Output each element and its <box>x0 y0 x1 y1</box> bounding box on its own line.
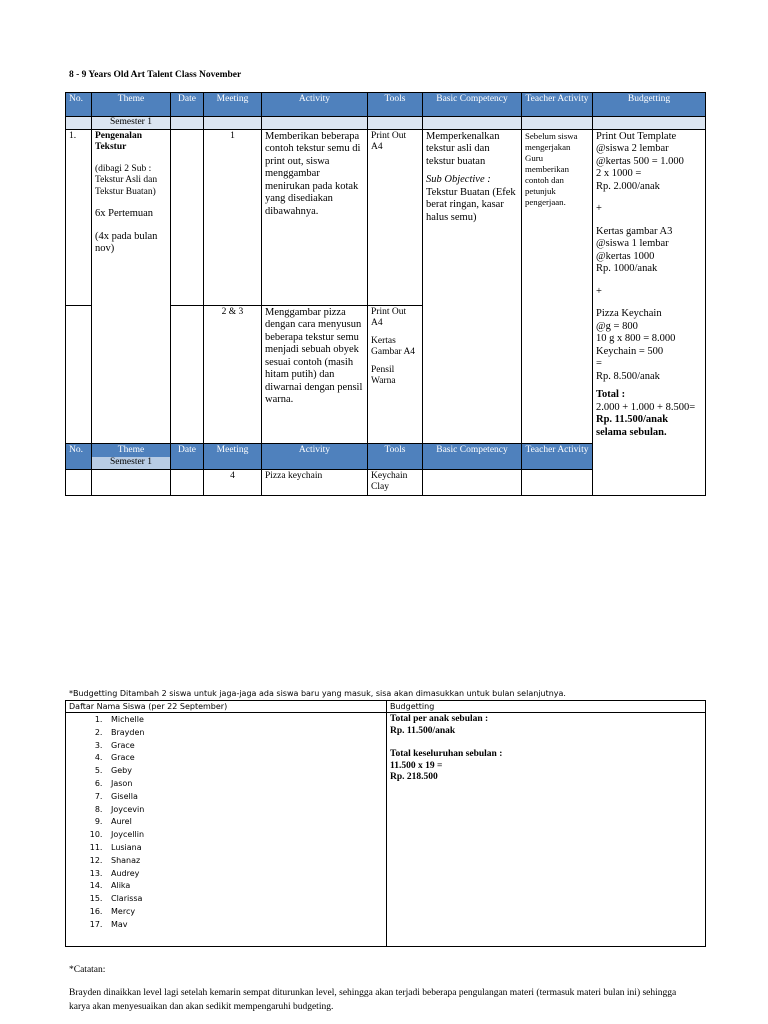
theme-note: (4x pada bulan nov) <box>95 230 158 254</box>
header-theme <box>92 443 171 469</box>
list-item: 9. Aurel <box>105 816 383 829</box>
theme-title: Pengenalan Tekstur <box>95 130 142 152</box>
budget-total-value: Rp. 11.500/anak <box>596 414 669 425</box>
budget-line: Rp. 1000/anak <box>596 263 658 274</box>
list-item: 3. Grace <box>105 740 383 753</box>
list-item: 1. Michelle <box>105 714 383 727</box>
header-no: No. <box>66 93 92 117</box>
list-item: 11. Lusiana <box>105 842 383 855</box>
budget-line: Rp. 2.000/anak <box>596 180 660 192</box>
budget-line: @siswa 1 lembar <box>596 238 669 249</box>
budget-cell <box>593 129 706 495</box>
budget-total-note: selama sebulan. <box>596 426 667 438</box>
budget-line: Keychain = 500 <box>596 345 664 357</box>
meeting-cell: 2 & 3 <box>204 305 262 443</box>
competency-text: Memperkenalkan tekstur asli dan tekstur buatan <box>426 130 500 167</box>
students-header: Daftar Nama Siswa (per 22 September) <box>66 701 387 713</box>
header-tools: Tools <box>368 443 423 469</box>
budget-summary-cell <box>387 713 706 947</box>
student-list <box>69 714 383 932</box>
budget-header: Budgetting <box>387 701 706 713</box>
budget-plus: + <box>596 285 602 297</box>
header-basic-competency: Basic Competency <box>423 93 522 117</box>
header-activity: Activity <box>262 443 368 469</box>
budget-line: 2 x 1000 = <box>596 168 642 179</box>
summary-line: 11.500 x 19 = <box>390 760 443 771</box>
meeting-cell: 1 <box>204 129 262 305</box>
budget-line: Kertas gambar A3 <box>596 225 673 237</box>
sub-objective-text: Tekstur Buatan (Efek berat ringan, kasar halus semu) <box>426 186 516 223</box>
header-theme-label: Theme <box>117 444 145 455</box>
list-item: 17. Mav <box>105 919 383 932</box>
header-meeting: Meeting <box>204 443 262 469</box>
list-item: 4. Grace <box>105 752 383 765</box>
tools-item: Print Out A4 <box>371 306 407 328</box>
list-item: 10. Joycellin <box>105 829 383 842</box>
semester-row <box>66 117 706 130</box>
header-theme: Theme <box>92 93 171 117</box>
competency-cell <box>423 129 522 443</box>
budget-line: Print Out Template <box>596 130 677 142</box>
header-teacher-activity: Teacher Activity <box>522 443 593 469</box>
list-item: 16. Mercy <box>105 906 383 919</box>
semester-label: Semester 1 <box>92 457 170 469</box>
tools-cell: Print Out A4 <box>368 129 423 305</box>
list-item: 14. Alika <box>105 880 383 893</box>
budget-line: @kertas 1000 <box>596 250 655 262</box>
lesson-plan-table <box>65 92 706 496</box>
row-number: 1. <box>66 129 92 305</box>
header-basic-competency: Basic Competency <box>423 443 522 469</box>
header-date: Date <box>171 443 204 469</box>
list-item: 8. Joycevin <box>105 804 383 817</box>
list-item: 6. Jason <box>105 778 383 791</box>
tools-item: Pensil Warna <box>371 364 396 386</box>
sub-objective-label: Sub Objective : <box>426 174 491 185</box>
list-item: 12. Shanaz <box>105 855 383 868</box>
activity-cell: Menggambar pizza dengan cara menyusun beberapa tekstur semu menjadi sebuah obyek sesuai contoh (masih hitam putih) dan diwarnai dengan pensil warna. <box>262 305 368 443</box>
list-item: 2. Brayden <box>105 727 383 740</box>
table-row <box>66 129 706 305</box>
header-row <box>66 93 706 117</box>
summary-line: Total keseluruhan sebulan : <box>390 749 503 759</box>
document-title: 8 - 9 Years Old Art Talent Class November <box>69 70 242 80</box>
notes-title: *Catatan: <box>69 965 106 975</box>
budget-total-formula: 2.000 + 1.000 + 8.500= <box>596 401 696 413</box>
header-teacher-activity: Teacher Activity <box>522 93 593 117</box>
meeting-cell: 4 <box>204 469 262 495</box>
tools-cell: Keychain Clay <box>368 469 423 495</box>
theme-subthemes: (dibagi 2 Sub : Tekstur Asli dan Tekstur Buatan) <box>95 163 158 197</box>
budget-line: @kertas 500 = 1.000 <box>596 155 684 167</box>
header-date: Date <box>171 93 204 117</box>
header-budgetting: Budgetting <box>593 93 706 117</box>
notes-text: Brayden dinaikkan level lagi setelah kemarin sempat diturunkan level, sehingga akan terjadi beberapa pengulangan materi (termasuk materi bulan ini) sehingga karya akan menyesuaikan dan akan sedikit mempengaruhi budgeting. <box>69 988 677 1012</box>
budget-line: Pizza Keychain <box>596 308 662 319</box>
students-table <box>65 700 706 947</box>
budget-plus: + <box>596 203 602 214</box>
header-tools: Tools <box>368 93 423 117</box>
budget-line: = <box>596 358 602 369</box>
budget-total-label: Total : <box>596 389 626 400</box>
list-item: 7. Gisella <box>105 791 383 804</box>
theme-sessions: 6x Pertemuan <box>95 208 154 219</box>
date-cell <box>171 129 204 305</box>
activity-cell: Memberikan beberapa contoh tekstur semu di print out, siswa menggambar menirukan pada kotak yang disediakan dibawahnya. <box>262 129 368 305</box>
budget-note: *Budgetting Ditambah 2 siswa untuk jaga-jaga ada siswa baru yang masuk, sisa akan dimasukkan untuk bulan selanjutnya. <box>69 689 566 698</box>
tools-cell <box>368 305 423 443</box>
budget-line: Rp. 8.500/anak <box>596 370 660 382</box>
budget-line: @g = 800 <box>596 320 638 332</box>
theme-cell <box>92 129 171 443</box>
summary-line: Total per anak sebulan : <box>390 714 489 724</box>
budget-line: @siswa 2 lembar <box>596 143 669 154</box>
header-no: No. <box>66 443 92 469</box>
summary-line: Rp. 218.500 <box>390 772 438 782</box>
budget-line: 10 g x 800 = 8.000 <box>596 333 676 344</box>
tools-item: Kertas Gambar A4 <box>371 335 416 357</box>
list-item: 15. Clarissa <box>105 893 383 906</box>
teacher-activity-cell: Sebelum siswa mengerjakan Guru memberikan contoh dan petunjuk pengerjaan. <box>522 129 593 443</box>
list-item: 5. Geby <box>105 765 383 778</box>
header-activity: Activity <box>262 93 368 117</box>
summary-line: Rp. 11.500/anak <box>390 725 456 736</box>
students-cell <box>66 713 387 947</box>
header-meeting: Meeting <box>204 93 262 117</box>
activity-cell: Pizza keychain <box>262 469 368 495</box>
semester-label: Semester 1 <box>92 117 171 130</box>
list-item: 13. Audrey <box>105 868 383 881</box>
